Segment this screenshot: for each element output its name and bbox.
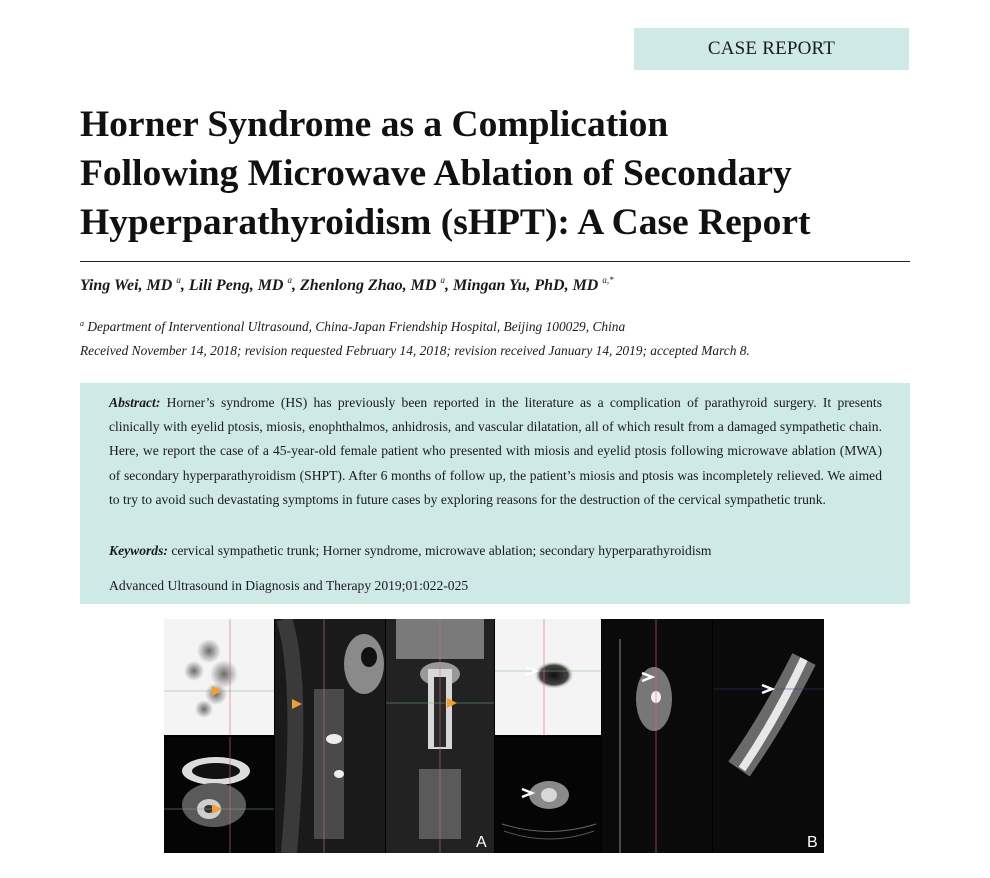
figure-graphic xyxy=(164,619,824,853)
ct-axial-followup-image xyxy=(495,737,601,853)
abstract-box xyxy=(80,383,910,604)
abstract-label: Abstract: xyxy=(109,395,161,410)
article-title xyxy=(80,100,910,247)
title-divider xyxy=(80,261,910,262)
author-name: Ying Wei, MD xyxy=(80,277,173,294)
author-affiliation-mark: a xyxy=(176,275,181,285)
spect-followup-image xyxy=(495,619,601,735)
medical-imaging-figure xyxy=(164,619,824,853)
affiliation xyxy=(80,319,625,335)
article-type-label: CASE REPORT xyxy=(707,38,836,59)
abstract-paragraph xyxy=(109,391,882,512)
abstract-text: Horner’s syndrome (HS) has previously been reported in the literature as a complication of parathyroid surgery. It presents clinically with eyelid ptosis, miosis, enophthalmos, anhidrosis, and vascular dilatation, all of which result from a damaged sympathetic chain. Here, we report the case of a 45-year-old female patient who presented with miosis and eyelid ptosis following microwave ablation (MWA) of secondary hyperparathyroidism (SHPT). After 6 months of follow up, the patient’s miosis and ptosis was incompletely relieved. We aimed to try to avoid such devastating symptoms in future cases by exploring reasons for the destruction of the cervical sympathetic trunk. xyxy=(109,395,882,507)
ct-sagittal-image xyxy=(275,619,385,853)
author-separator: , xyxy=(180,277,189,294)
keywords-line xyxy=(109,539,882,563)
panel-a-label: A xyxy=(476,834,487,851)
title-line: Following Microwave Ablation of Secondary xyxy=(80,153,792,194)
author-affiliation-mark: a xyxy=(287,275,292,285)
received-dates: Received November 14, 2018; revision requested February 14, 2018; revision received January 14, 2019; accepted March 8. xyxy=(80,343,750,358)
author-name: Mingan Yu, PhD, MD xyxy=(452,277,599,294)
affiliation-text: Department of Interventional Ultrasound, China-Japan Friendship Hospital, Beijing 100029, China xyxy=(87,319,626,334)
affiliation-mark: a xyxy=(80,319,84,328)
author-name: Zhenlong Zhao, MD xyxy=(299,277,437,294)
keywords-label: Keywords: xyxy=(109,543,168,558)
panel-b-label: B xyxy=(807,834,818,851)
ct-axial-image xyxy=(164,737,274,853)
spect-coronal-image xyxy=(164,619,274,735)
author-affiliation-mark: a,* xyxy=(602,275,614,285)
article-type-badge xyxy=(634,28,909,70)
author-separator: , xyxy=(291,277,300,294)
author-list xyxy=(80,275,614,295)
journal-citation: Advanced Ultrasound in Diagnosis and Therapy 2019;01:022-025 xyxy=(109,578,469,593)
keywords-text: cervical sympathetic trunk; Horner syndrome, microwave ablation; secondary hyperparathyroidism xyxy=(171,543,712,558)
title-line: Horner Syndrome as a Complication xyxy=(80,104,669,145)
ct-oblique-reconstruction-image xyxy=(713,619,824,853)
author-separator: , xyxy=(444,277,453,294)
author-name: Lili Peng, MD xyxy=(188,277,284,294)
ct-coronal-image xyxy=(386,619,494,853)
title-line: Hyperparathyroidism (sHPT): A Case Report xyxy=(80,202,811,243)
ct-sagittal-followup-image xyxy=(602,619,712,853)
author-affiliation-mark: a xyxy=(440,275,445,285)
